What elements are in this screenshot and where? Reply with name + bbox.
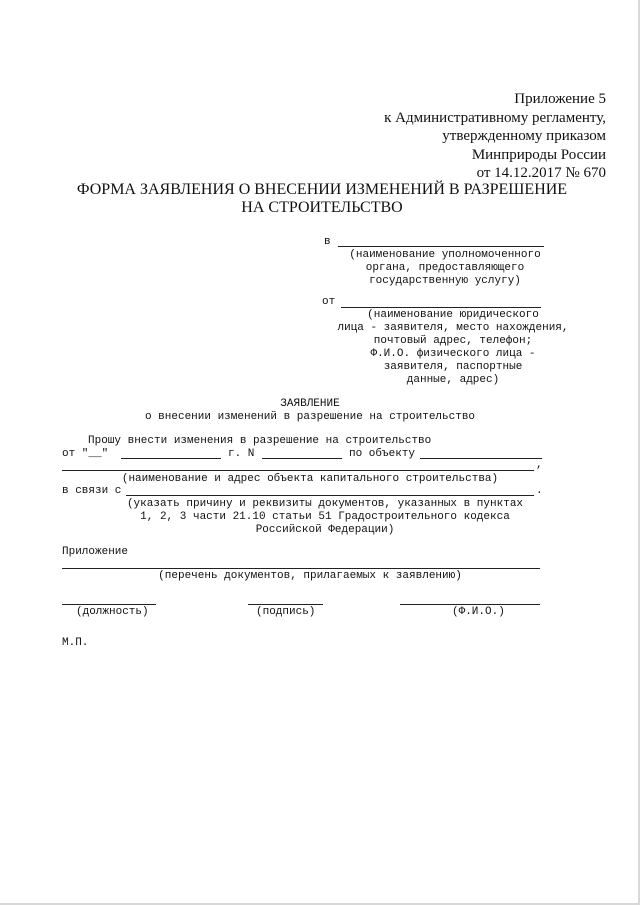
- annex-line: от 14.12.2017 № 670: [476, 165, 606, 181]
- from-caption: [322, 309, 584, 387]
- date-label: от "__": [62, 448, 109, 460]
- from-field-line[interactable]: [341, 307, 541, 308]
- annex-line: Приложение 5: [514, 91, 606, 107]
- object-caption: (наименование и адрес объекта капитального строительства): [121, 473, 499, 485]
- caption-line: Ф.И.О. физического лица -: [370, 348, 536, 360]
- period: .: [536, 485, 543, 497]
- caption-line: Российской Федерации): [255, 524, 395, 536]
- attachment-field-line[interactable]: [62, 568, 540, 569]
- attachment-caption: (перечень документов, прилагаемых к заявлению): [158, 570, 462, 582]
- statement-subheading: о внесении изменений в разрешение на строительство: [144, 411, 476, 423]
- reason-label: в связи с: [62, 485, 122, 497]
- request-line: Прошу внести изменения в разрешение на строительство: [88, 435, 432, 447]
- caption-line: государственную услугу): [369, 275, 521, 287]
- caption-line: данные, адрес): [406, 374, 500, 386]
- annex-header: [306, 90, 606, 183]
- form-title-line: ФОРМА ЗАЯВЛЕНИЯ О ВНЕСЕНИИ ИЗМЕНЕНИЙ В РАЗРЕШЕНИЕ: [76, 181, 568, 198]
- caption-line: органа, предоставляющего: [365, 262, 525, 274]
- caption-line: заявителя, паспортные: [383, 361, 523, 373]
- object-field-line[interactable]: [420, 458, 542, 459]
- comma: ,: [536, 459, 543, 471]
- from-prefix: от: [322, 296, 336, 308]
- stamp-label: М.П.: [62, 637, 89, 649]
- position-caption: (должность): [76, 606, 149, 618]
- position-field-line[interactable]: [62, 604, 156, 605]
- caption-line: почтовый адрес, телефон;: [373, 335, 533, 347]
- annex-line: Минприроды России: [471, 146, 606, 163]
- number-label: г. N: [228, 448, 255, 460]
- to-caption: [330, 249, 560, 288]
- signature-field-line[interactable]: [248, 604, 323, 605]
- number-field-line[interactable]: [262, 458, 342, 459]
- to-field-line[interactable]: [338, 246, 544, 247]
- annex-line: к Административному регламенту,: [384, 109, 606, 126]
- name-caption: (Ф.И.О.): [452, 606, 505, 618]
- reason-field-line[interactable]: [126, 495, 534, 496]
- caption-line: (наименование уполномоченного: [349, 249, 541, 261]
- statement-heading: ЗАЯВЛЕНИЕ: [280, 398, 340, 410]
- form-title: [60, 181, 584, 217]
- caption-line: (указать причину и реквизиты документов, указанных в пунктах: [126, 498, 524, 510]
- caption-line: (наименование юридического: [367, 309, 539, 321]
- object-label: по объекту: [349, 448, 416, 460]
- attachment-label: Приложение: [62, 546, 129, 558]
- signature-caption: (подпись): [256, 606, 316, 618]
- caption-line: лица - заявителя, место нахождения,: [337, 322, 569, 334]
- reason-caption: [120, 498, 530, 537]
- date-field-line[interactable]: [121, 458, 221, 459]
- caption-line: 1, 2, 3 части 21.10 статьи 51 Градостроительного кодекса: [140, 511, 510, 523]
- form-title-line: НА СТРОИТЕЛЬСТВО: [241, 199, 403, 216]
- object-name-line[interactable]: [62, 470, 534, 471]
- name-field-line[interactable]: [400, 604, 540, 605]
- annex-line: утвержденному приказом: [442, 128, 606, 144]
- to-prefix: в: [324, 236, 331, 248]
